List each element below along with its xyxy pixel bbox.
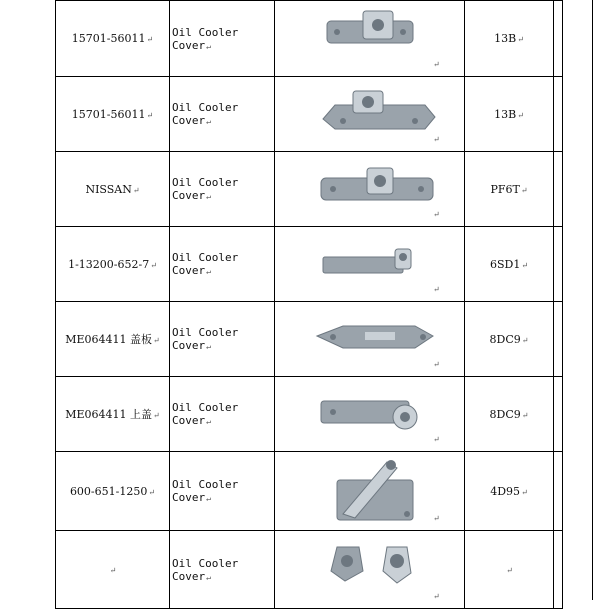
paragraph-mark: ↵ [206,267,211,276]
table-row [56,452,563,531]
empty-cell [554,302,563,377]
table-row [56,531,563,609]
table-row [56,77,563,152]
oil-cooler-cover-photo-2 [275,77,464,151]
engine-model: 4D95 [490,484,521,498]
engine-model-cell [465,152,554,227]
paragraph-mark: ↵ [206,192,211,201]
table-row [56,302,563,377]
oil-cooler-cover-photo-8 [275,531,464,608]
empty-cell [554,77,563,152]
part-number: 15701-56011 [71,107,146,121]
engine-model-cell [465,377,554,452]
paragraph-mark: ↵ [206,417,211,426]
part-image-cell [275,452,465,531]
paragraph-mark: ↵ [433,135,440,144]
part-number-cell [56,531,170,609]
paragraph-mark: ↵ [521,487,528,497]
part-name-cell [170,302,275,377]
engine-model-cell [465,531,554,609]
paragraph-mark: ↵ [206,342,211,351]
paragraph-mark: ↵ [520,185,528,195]
paragraph-mark: ↵ [521,335,529,345]
empty-cell [554,531,563,609]
part-image-cell [275,77,465,152]
paragraph-mark: ↵ [206,117,211,126]
part-name-cell [170,77,275,152]
part-name-cell [170,1,275,77]
empty-cell [554,1,563,77]
oil-cooler-cover-photo-1 [275,1,464,76]
empty-cell [554,377,563,452]
engine-model-cell [465,77,554,152]
part-number-cell [56,227,170,302]
part-name: Oil Cooler Cover [172,556,239,583]
part-number-cell [56,302,170,377]
part-name-cell [170,227,275,302]
part-name-cell [170,152,275,227]
engine-model-cell [465,452,554,531]
part-number-cell [56,377,170,452]
paragraph-mark: ↵ [206,494,211,503]
part-number: 1-13200-652-7 [68,257,150,271]
part-image-cell [275,152,465,227]
part-name: Oil Cooler Cover [172,326,239,352]
paragraph-mark: ↵ [109,566,117,575]
part-name: Oil Cooler Cover [172,401,239,427]
paragraph-mark: ↵ [433,435,440,444]
part-name: Oil Cooler Cover [172,478,239,504]
part-name-cell [170,531,275,609]
part-image-cell [275,302,465,377]
paragraph-mark: ↵ [148,487,156,497]
paragraph-mark: ↵ [506,566,513,575]
part-number: 15701-56011 [71,32,146,45]
part-name: Oil Cooler Cover [172,101,239,127]
part-number: NISSAN [85,182,132,196]
oil-cooler-cover-photo-7 [275,452,464,530]
engine-model: 13B [494,32,517,45]
paragraph-mark: ↵ [146,35,154,44]
engine-model: 8DC9 [489,407,521,421]
paragraph-mark: ↵ [433,60,440,69]
table-row [56,377,563,452]
part-name-cell [170,377,275,452]
part-number-cell [56,452,170,531]
table-row [56,152,563,227]
paragraph-mark: ↵ [517,110,524,120]
paragraph-mark: ↵ [433,210,440,219]
engine-model: 8DC9 [489,332,521,346]
paragraph-mark: ↵ [433,285,440,294]
part-name: Oil Cooler Cover [172,251,239,277]
table-row [56,1,563,77]
part-name-cell [170,452,275,531]
part-number: 600-651-1250 [69,484,148,498]
table-row [56,227,563,302]
engine-model-cell [465,302,554,377]
parts-table [55,0,563,609]
paragraph-mark: ↵ [517,35,524,44]
page-right-rule [592,0,593,600]
empty-cell [554,452,563,531]
engine-model-cell [465,1,554,77]
paragraph-mark: ↵ [433,360,440,369]
paragraph-mark: ↵ [521,410,529,420]
part-name: Oil Cooler Cover [172,25,239,52]
oil-cooler-cover-photo-5 [275,302,464,376]
part-number-cell [56,1,170,77]
oil-cooler-cover-photo-3 [275,152,464,226]
oil-cooler-cover-photo-4 [275,227,464,301]
part-number-cell [56,77,170,152]
engine-model: PF6T [490,182,520,196]
paragraph-mark: ↵ [153,411,160,420]
paragraph-mark: ↵ [433,514,440,523]
part-image-cell [275,531,465,609]
engine-model-cell [465,227,554,302]
paragraph-mark: ↵ [153,336,160,345]
part-image-cell [275,227,465,302]
engine-model: 13B [494,107,517,121]
part-image-cell [275,1,465,77]
paragraph-mark: ↵ [433,592,440,601]
part-number: ME064411 上盖 [65,408,153,421]
part-number-cell [56,152,170,227]
engine-model: 6SD1 [489,257,521,271]
parts-table-body [56,1,563,609]
paragraph-mark: ↵ [206,41,211,51]
part-image-cell [275,377,465,452]
empty-cell [554,227,563,302]
oil-cooler-cover-photo-6 [275,377,464,451]
paragraph-mark: ↵ [132,185,140,195]
paragraph-mark: ↵ [150,260,157,270]
paragraph-mark: ↵ [206,572,211,582]
paragraph-mark: ↵ [521,260,529,270]
empty-cell [554,152,563,227]
part-name: Oil Cooler Cover [172,176,239,202]
paragraph-mark: ↵ [146,110,154,120]
part-number: ME064411 盖板 [65,333,153,346]
